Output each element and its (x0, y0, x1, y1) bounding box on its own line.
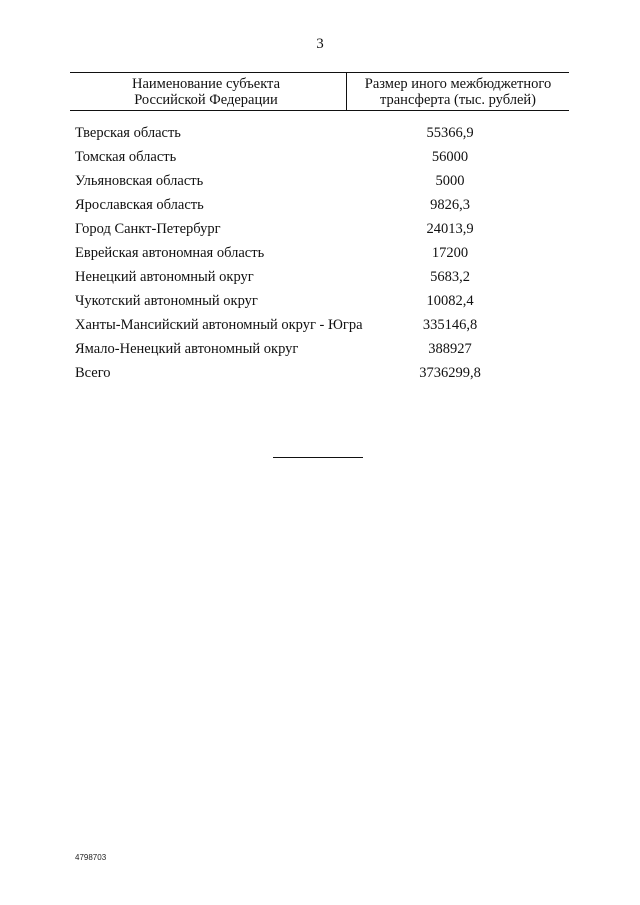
transfer-amount: 5000 (435, 173, 465, 189)
table-row (75, 341, 569, 365)
region-name: Еврейская автономная область (75, 245, 265, 261)
table-row (75, 221, 569, 245)
column-header-amount-line2: трансферта (тыс. рублей) (379, 92, 537, 108)
region-name: Томская область (75, 149, 177, 165)
total-amount: 3736299,8 (419, 365, 481, 381)
column-header-amount (347, 76, 569, 108)
table-body (75, 125, 569, 389)
transfer-amount: 55366,9 (426, 125, 474, 141)
column-header-amount-line1: Размер иного межбюджетного (364, 76, 552, 92)
transfer-amount: 388927 (428, 341, 472, 357)
region-name: Ярославская область (75, 197, 204, 213)
region-name: Тверская область (75, 125, 181, 141)
transfer-amount: 5683,2 (430, 269, 470, 285)
column-header-region-line1: Наименование субъекта (131, 76, 281, 92)
table-row (75, 293, 569, 317)
transfer-amount: 17200 (431, 245, 469, 261)
transfer-amount: 56000 (431, 149, 469, 165)
transfer-amount: 10082,4 (426, 293, 474, 309)
transfer-table (70, 72, 569, 381)
region-name: Ненецкий автономный округ (75, 269, 254, 285)
table-row (75, 245, 569, 269)
table-row (75, 149, 569, 173)
column-header-region (70, 76, 342, 108)
region-name: Ульяновская область (75, 173, 204, 189)
region-name: Город Санкт-Петербург (75, 221, 221, 237)
table-row-total (75, 365, 569, 389)
transfer-amount: 335146,8 (422, 317, 478, 333)
table-row (75, 197, 569, 221)
table-row (75, 173, 569, 197)
table-row (75, 269, 569, 293)
region-name: Чукотский автономный округ (75, 293, 258, 309)
total-label: Всего (75, 365, 111, 381)
table-row (75, 125, 569, 149)
table-row (75, 317, 569, 341)
transfer-amount: 24013,9 (426, 221, 474, 237)
transfer-amount: 9826,3 (430, 197, 470, 213)
column-header-region-line2: Российской Федерации (134, 92, 278, 108)
table-header (70, 72, 569, 111)
document-code: 4798703 (75, 853, 107, 862)
page-number: 3 (316, 36, 324, 52)
end-of-document-rule (273, 457, 363, 458)
region-name: Ханты-Мансийский автономный округ - Югра (75, 317, 363, 333)
region-name: Ямало-Ненецкий автономный округ (75, 341, 299, 357)
